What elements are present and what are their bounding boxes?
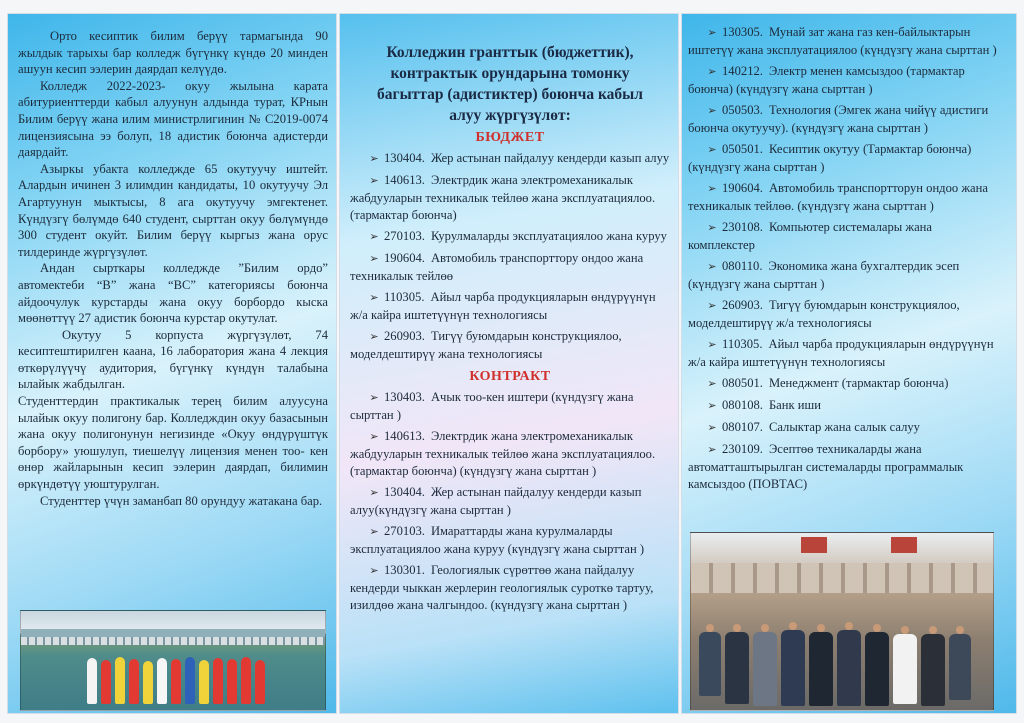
arrow-bullet-icon: ➢ — [707, 66, 717, 78]
arrow-bullet-icon: ➢ — [707, 400, 717, 412]
list-item: ➢ 130301. Геологиялык сүрөттөө жана пайдалуу кендерди чыккан жерлерин геологиялык суроткө тартуу, изилдөө жана чалгындоо. (күндүзгү жана сырттан ) — [350, 563, 654, 612]
arrow-bullet-icon: ➢ — [707, 422, 717, 434]
list-item: ➢ 190604. Автомобиль транспортторун ондоо жана техникалык тейлөө. (күндүзгү жана сырттан ) — [688, 181, 988, 213]
arrow-bullet-icon: ➢ — [707, 339, 717, 351]
arrow-bullet-icon: ➢ — [369, 153, 379, 165]
arrow-bullet-icon: ➢ — [369, 253, 379, 265]
list-item: ➢ 050503. Технология (Эмгек жана чийүү адистиги боюнча окутуучу). (күндүзгү жана сырттан ) — [688, 103, 989, 135]
arrow-bullet-icon: ➢ — [707, 300, 717, 312]
list-item: ➢ 130404. Жер астынан пайдалуу кендерди казып алуу(күндүзгү жана сырттан ) — [350, 485, 642, 517]
paragraph: Колледж 2022-2023- окуу жылына карата абитуриенттерди кабыл алуунун алдында турат, КРнын Билим берүү жана илим министрлигинин № С2019-0074 лицензиясына ээ болуп, 18 адистик боюнча адистерди даярдайт. — [18, 78, 328, 160]
middle-panel — [340, 14, 678, 713]
paragraph: Студенттердин практикалык терең билим алуусуна ылайык окуу полигону бар. Колледждин окуу базасынын жана окуу полигонунун негизинде «Окуу өндүрүштүк борбору» уюшулуп, тиешелүү лицензия менен тоо- кен өнөр жайларынын кесип ээлерин даярдап, билимин өркүндөтүү уюштурулган. — [18, 394, 328, 492]
arrow-bullet-icon: ➢ — [369, 565, 379, 577]
arrow-bullet-icon: ➢ — [707, 378, 717, 390]
list-item: ➢ 080107. Салыктар жана салык салуу — [688, 419, 1002, 437]
budget-list — [350, 150, 670, 363]
list-item: ➢ 260903. Тигүү буюмдарын конструкциялоо, моделдештирүү жана технологиясы — [350, 329, 622, 361]
budget-label: БЮДЖЕТ — [475, 130, 545, 145]
list-item: ➢ 140212. Электр менен камсыздоо (тармактар боюнча) (күндүзгү жана сырттан ) — [688, 64, 965, 96]
arrow-bullet-icon: ➢ — [707, 444, 717, 456]
arrow-bullet-icon: ➢ — [369, 392, 379, 404]
arrow-bullet-icon: ➢ — [369, 431, 379, 443]
contract-list — [350, 389, 670, 614]
paragraph: Студенттер үчүн заманбап 80 орундуу жатакана бар. — [40, 493, 323, 508]
arrow-bullet-icon: ➢ — [369, 487, 379, 499]
students-sports-field-photo — [20, 610, 326, 711]
staff-group-photo — [690, 532, 994, 711]
arrow-bullet-icon: ➢ — [369, 292, 379, 304]
list-item: ➢ 080501. Менеджмент (тармактар боюнча) — [688, 375, 1002, 393]
arrow-bullet-icon: ➢ — [369, 331, 379, 343]
list-item: ➢ 270103. Курулмаларды эксплуатациялоо жана куруу — [350, 228, 670, 246]
list-item: ➢ 050501. Кесиптик окутуу (Тармактар боюнча) (күндүзгү жана сырттан ) — [688, 142, 972, 174]
list-item: ➢ 260903. Тигүү буюмдарын конструкциялоо, моделдештирүү ж/а технологиясы — [688, 298, 960, 330]
paragraph: Окутуу 5 корпуста жүргүзүлөт, 74 кесиптештирилген каана, 16 лаборатория жана 4 лекция өткөрүлүүчү аудитория, бүгүнкү күндүн талабына ылайык жабдылган. — [18, 327, 328, 392]
list-item: ➢ 130403. Ачык тоо-кен иштери (күндүзгү жана сырттан ) — [350, 390, 634, 422]
left-panel — [8, 14, 336, 713]
list-item: ➢ 080108. Банк иши — [688, 397, 1002, 415]
paragraph: Андан сырткары колледжде ”Билим ордо” автомектеби “В” жана “ВС” категориясы боюнча айдоочулук курстарды жана окуу борбордо кыска мөөнөттүү 27 адистик боюнча курстар окутулат. — [18, 261, 328, 326]
admission-heading: Колледжин гранттык (бюджеттик), контрактык орундарына томонку багыттар (адистиктер) боюнча кабыл алуу жүргүзүлөт: — [377, 44, 643, 124]
arrow-bullet-icon: ➢ — [707, 27, 717, 39]
list-item: ➢ 270103. Имараттарды жана курулмаларды эксплуатациялоо жана куруу (күндүзгү жана сырттан ) — [350, 524, 645, 556]
specialties-list — [688, 24, 1002, 493]
list-item: ➢ 190604. Автомобиль транспорттору ондоо жана техникалык тейлөө — [350, 251, 644, 283]
arrow-bullet-icon: ➢ — [707, 261, 717, 273]
list-item: ➢ 140613. Электрдик жана электромеханикалык жабдууларын техникалык тейлөө жана эксплуатациялоо. (тармактар боюнча) — [350, 173, 656, 222]
list-item: ➢ 140613. Электрдик жана электромеханикалык жабдууларын техникалык тейлөө жана эксплуатациялоо. (тармактар боюнча) (күндүзгү жана сырттан ) — [350, 429, 656, 478]
arrow-bullet-icon: ➢ — [369, 231, 379, 243]
right-panel — [682, 14, 1016, 713]
list-item: ➢ 110305. Айыл чарба продукцияларын өндүрүүнүн ж/а кайра иштетүүнүн технологиясы — [688, 337, 994, 369]
paragraph: Азыркы убакта колледжде 65 окутуучу иштейт. Алардын ичинен 3 илимдин кандидаты, 10 окутуучу Эл Агартуунун мыктысы, 8 ага окутуучу эмгектенет. Күндүзгү бөлүмдө 640 студент, сырттан окуу бөлүмүндө 300 студент окуйт. Билим берүү кыргыз жана орус тилдеринде жүргүзүлөт. — [18, 161, 328, 259]
intro-text — [18, 28, 328, 509]
arrow-bullet-icon: ➢ — [369, 175, 379, 187]
arrow-bullet-icon: ➢ — [369, 526, 379, 538]
arrow-bullet-icon: ➢ — [707, 222, 717, 234]
contract-label: КОНТРАКТ — [469, 369, 551, 384]
list-item: ➢ 230109. Эсептөө техникаларды жана автоматташтырылган системаларды программалык камсыздоо (ПОВТАС) — [688, 442, 964, 491]
paragraph: Орто кесиптик билим берүү тармагында 90 жылдык тарыхы бар колледж бүгүнкү күндө 20 минден ашуун кесип ээлерин даярдап келүүдө. — [18, 29, 328, 77]
arrow-bullet-icon: ➢ — [707, 105, 717, 117]
list-item: ➢ 230108. Компьютер системалары жана комплекстер — [688, 220, 932, 252]
list-item: ➢ 110305. Айыл чарба продукцияларын өндүрүүнүн ж/а кайра иштетүүнүн технологиясы — [350, 290, 656, 322]
list-item: ➢ 130404. Жер астынан пайдалуу кендерди казып алуу — [350, 150, 670, 168]
list-item: ➢ 130305. Мунай зат жана газ кен-байлыктарын иштетүү жана эксплуатациялоо (күндүзгү жана сырттан ) — [688, 25, 997, 57]
arrow-bullet-icon: ➢ — [707, 144, 717, 156]
arrow-bullet-icon: ➢ — [707, 183, 717, 195]
list-item: ➢ 080110. Экономика жана бухгалтердик эсеп (күндүзгү жана сырттан ) — [688, 259, 960, 291]
